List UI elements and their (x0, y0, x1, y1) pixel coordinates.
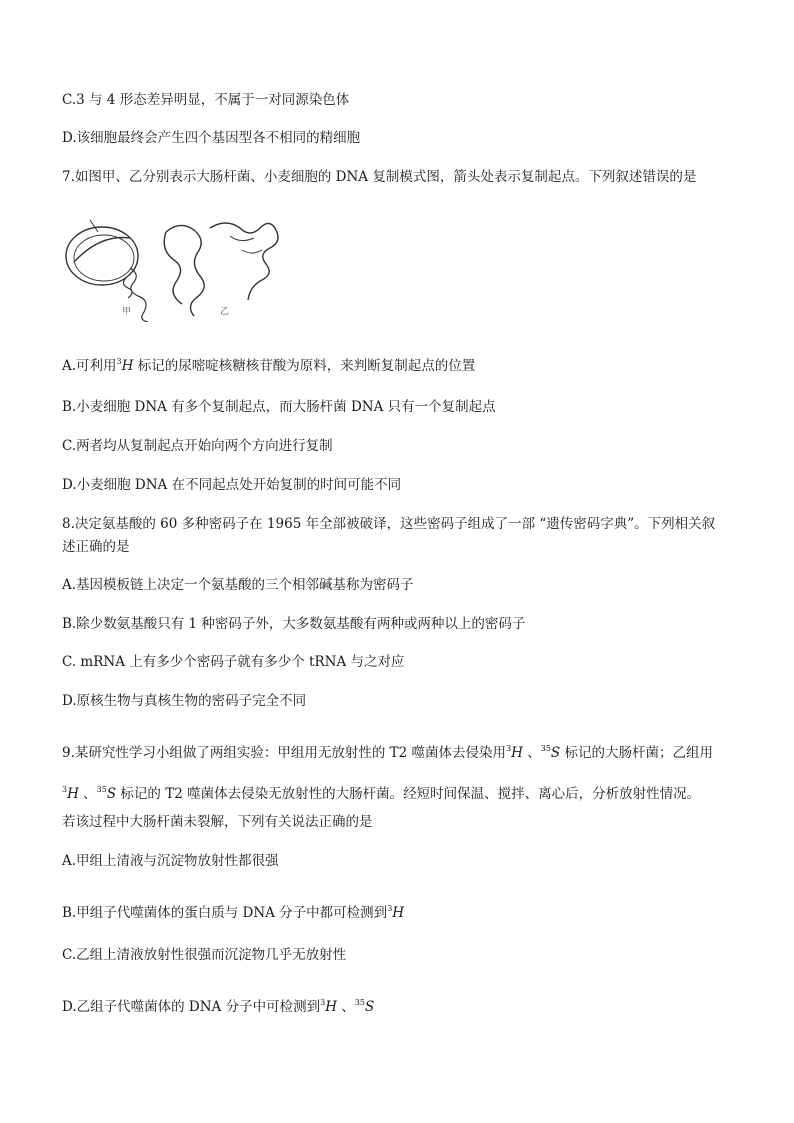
linear-dna-strand-2 (164, 232, 182, 304)
q9-stem-line1 (62, 740, 713, 762)
q9-option-d (62, 994, 374, 1016)
element-h: H (392, 905, 405, 921)
q9-stem-line3: 若该过程中大肠杆菌未裂解，下列有关说法正确的是 (62, 814, 373, 830)
dna-replication-sketch (60, 206, 290, 322)
separator: 、 (522, 745, 541, 761)
element-h: H (67, 786, 79, 802)
linear-dna-strand-3 (210, 223, 278, 300)
label-jia: 甲 (122, 307, 132, 317)
linear-dna-bubble (230, 236, 262, 253)
q8-stem-line2: 述正确的是 (62, 539, 130, 555)
q8-option-c: C. mRNA 上有多少个密码子就有多少个 tRNA 与之对应 (62, 654, 405, 670)
element-h: H (121, 358, 134, 374)
q7-option-a (62, 353, 475, 375)
element-h: H (511, 745, 523, 761)
element-h: H (325, 999, 337, 1015)
linear-dna-strand-1 (166, 225, 204, 316)
element-s: S (550, 745, 561, 761)
q8-option-a: A.基因模板链上决定一个氨基酸的三个相邻碱基称为密码子 (62, 577, 414, 593)
q9-option-b (62, 900, 404, 922)
q9-stem-line2 (62, 781, 700, 803)
q7-option-d: D.小麦细胞 DNA 在不同起点处开始复制的时间可能不同 (62, 477, 402, 493)
isotope-mass-3: 3 (320, 998, 326, 1007)
circular-dna-inner (74, 235, 134, 281)
q9-option-d-prefix: D.乙组子代噬菌体的 DNA 分子中可检测到 (62, 999, 321, 1015)
q7-option-b: B.小麦细胞 DNA 有多个复制起点，而大肠杆菌 DNA 只有一个复制起点 (62, 399, 496, 415)
q7-option-a-suffix: 标记的尿嘧啶核糖核苷酸为原料，来判断复制起点的位置 (133, 358, 476, 374)
q7-option-c: C.两者均从复制起点开始向两个方向进行复制 (62, 438, 333, 454)
separator: 、 (78, 786, 97, 802)
origin-arrow (90, 220, 98, 232)
q8-option-b: B.除少数氨基酸只有 1 种密码子外，大多数氨基酸有两种或两种以上的密码子 (62, 616, 526, 632)
q9-stem-line1-prefix: 9.某研究性学习小组做了两组实验：甲组用无放射性的 T2 噬菌体去侵染用 (62, 745, 507, 761)
replication-bubble (74, 238, 130, 263)
q8-stem-line1: 8.决定氨基酸的 60 多种密码子在 1965 年全部被破译，这些密码子组成了一部 “遗传密码字典”。下列相关叙 (62, 516, 716, 532)
q9-option-a: A.甲组上清液与沉淀物放射性都很强 (62, 853, 279, 869)
q9-stem-line1-suffix: 标记的大肠杆菌；乙组用 (560, 745, 713, 761)
q7-stem: 7.如图甲、乙分别表示大肠杆菌、小麦细胞的 DNA 复制模式图，箭头处表示复制起点。下列叙述错误的是 (62, 169, 697, 185)
q6-option-d: D.该细胞最终会产生四个基因型各不相同的精细胞 (62, 130, 361, 146)
q9-stem-line2-suffix: 标记的 T2 噬菌体去侵染无放射性的大肠杆菌。经短时间保温、搅拌、离心后，分析放射性情况。 (116, 786, 701, 802)
circular-dna-outer (66, 227, 138, 285)
isotope-mass-3: 3 (62, 785, 68, 794)
label-yi: 乙 (220, 307, 230, 317)
element-s: S (364, 999, 375, 1015)
isotope-mass-3: 3 (387, 904, 393, 913)
q6-option-c: C.3 与 4 形态差异明显，不属于一对同源染色体 (62, 92, 350, 108)
separator: 、 (336, 999, 355, 1015)
isotope-mass-3: 3 (116, 357, 122, 366)
q7-option-a-prefix: A.可利用 (62, 358, 117, 374)
q9-option-c: C.乙组上清液放射性很强而沉淀物几乎无放射性 (62, 947, 347, 963)
isotope-mass-35: 35 (354, 998, 365, 1007)
element-s: S (106, 786, 117, 802)
isotope-mass-35: 35 (96, 785, 107, 794)
isotope-mass-35: 35 (540, 744, 551, 753)
isotope-mass-3: 3 (506, 744, 512, 753)
dna-replication-figure (60, 206, 290, 322)
q9-option-b-prefix: B.甲组子代噬菌体的蛋白质与 DNA 分子中都可检测到 (62, 905, 388, 921)
q8-option-d: D.原核生物与真核生物的密码子完全不同 (62, 693, 307, 709)
